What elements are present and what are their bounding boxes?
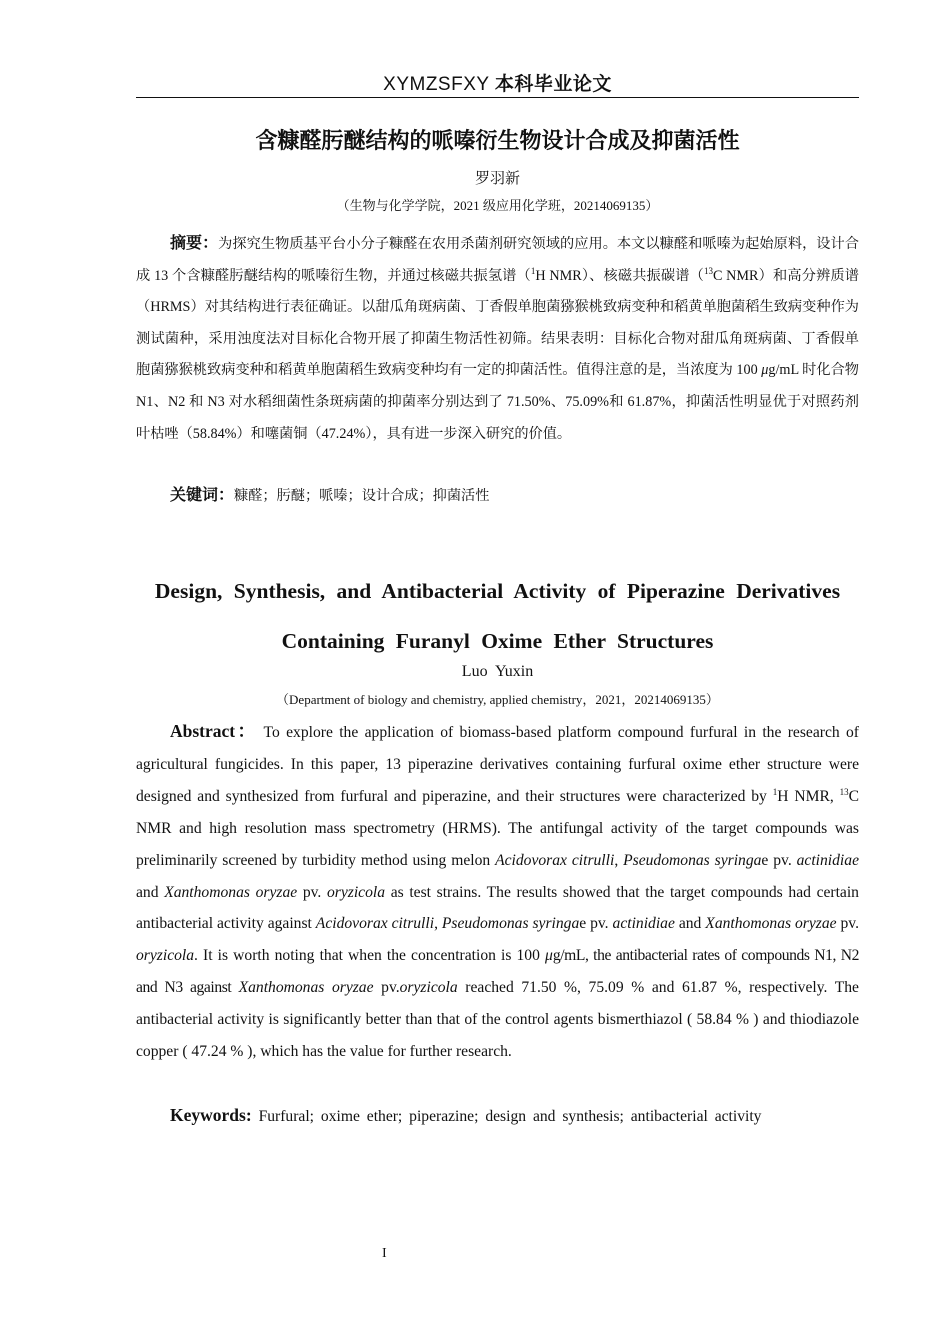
mu-symbol: μ	[761, 362, 769, 379]
en-abstract-label: Abstract：	[170, 721, 258, 741]
en-abstract	[136, 716, 859, 1068]
page-number: I	[382, 1246, 387, 1261]
species-name: Acidovorax citrulli	[315, 915, 435, 933]
en-title-line: Design, Synthesis, and Antibacterial Activity of Piperazine Derivatives	[154, 579, 841, 603]
en-title	[136, 566, 859, 666]
species-name: oryzicola	[136, 947, 195, 965]
species-name: actinidiae	[612, 915, 675, 933]
cn-abstract-text: g/mL 时化合物 N1、N2 和 N3 对水稻细菌性条斑病菌的抑菌率分别达到了 71.50%、75.09%和 61.87%，抑菌活性明显优于对照药剂叶枯唑（58.84%）和噻菌铜（47.24%），具有进一步深入研究的价值。	[136, 362, 859, 442]
en-abstract-text: ,	[434, 915, 442, 933]
cn-abstract-label: 摘要：	[170, 233, 219, 252]
cn-affiliation: （生物与化学学院，2021 级应用化学班，20214069135）	[336, 198, 659, 213]
superscript: 13	[703, 265, 713, 276]
en-abstract-text: and	[674, 915, 706, 933]
cn-abstract-text: H NMR）、核磁共振碳谱（	[535, 267, 704, 284]
en-abstract-text: ,	[614, 851, 624, 869]
en-keywords-label: Keywords:	[170, 1105, 252, 1125]
en-abstract-text: reached 71.50 %, 75.09 % and 61.87 %, respectively. The antibacterial activity is significantly better than that of the control agents bismerthiazol ( 58.84 % ) and thiodiazole copper ( 47.24 % ), which has the value for further research.	[136, 979, 859, 1061]
superscript: 13	[839, 786, 849, 797]
cn-abstract	[136, 227, 859, 450]
en-abstract-text: g/mL, the antibacterial rates of compounds N1, N2 and N3 against	[136, 947, 859, 997]
en-abstract-text: To explore the application of biomass-based platform compound furfural in the research of agricultural fungicides. In this paper, 13 piperazine derivatives containing furfural oxime ether structure were designed and synthesized from furfural and piperazine, and their structures were characterized by	[136, 724, 859, 805]
en-abstract-text: C NMR and high resolution mass spectrometry (HRMS). The antifungal activity of the target compounds was preliminarily screened by turbidity method using melon	[136, 787, 860, 869]
species-name: Pseudomonas syringa	[623, 851, 762, 869]
superscript: 1	[772, 786, 778, 797]
species-name: Xanthomonas oryzae	[238, 979, 374, 997]
en-abstract-text: pv.	[373, 979, 400, 997]
species-name: Acidovorax citrulli	[495, 851, 615, 869]
en-abstract-text: . It is worth noting that when the concentration is 100	[194, 947, 545, 965]
cn-keywords	[136, 481, 859, 510]
species-name: oryzicola	[399, 979, 458, 997]
en-abstract-text: pv.	[836, 915, 859, 933]
cn-keywords-label: 关键词：	[170, 485, 235, 504]
cn-author: 罗羽新	[474, 171, 520, 187]
en-abstract-text: as test strains. The results showed that the target compounds had certain antibacterial activity against	[136, 883, 859, 933]
cn-title: 含糠醛肟醚结构的哌嗪衍生物设计合成及抑菌活性	[255, 129, 740, 154]
superscript: 1	[530, 265, 536, 276]
en-title-line: Containing Furanyl Oxime Ether Structures	[281, 629, 714, 653]
mu-symbol: μ	[544, 947, 553, 965]
species-name: oryzicola	[326, 883, 386, 901]
en-keywords-text: Furfural; oxime ether; piperazine; design and synthesis; antibacterial activity	[258, 1108, 762, 1125]
species-name: Xanthomonas oryzae	[705, 915, 837, 933]
species-name: Xanthomonas oryzae	[164, 883, 298, 901]
en-abstract-text: e pv.	[761, 851, 797, 869]
en-keywords	[136, 1100, 859, 1132]
en-abstract-text: and	[136, 883, 165, 901]
cn-abstract-text: 为探究生物质基平台小分子糠醛在农用杀菌剂研究领域的应用。本文以糠醛和哌嗪为起始原料，设计合成 13 个含糠醛肟醚结构的哌嗪衍生物，并通过核磁共振氢谱（	[136, 236, 859, 284]
en-author: Luo Yuxin	[461, 663, 534, 680]
header-label: 本科毕业论文	[494, 73, 612, 95]
cn-keywords-text: 糠醛；肟醚；哌嗪；设计合成；抑菌活性	[234, 488, 490, 504]
species-name: actinidiae	[796, 851, 859, 869]
en-abstract-text: H NMR,	[777, 787, 840, 805]
species-name: Pseudomonas syringa	[441, 915, 580, 933]
running-header	[136, 72, 859, 97]
en-affiliation: （Department of biology and chemistry, applied chemistry，2021，20214069135）	[276, 692, 719, 707]
header-rule	[136, 97, 859, 98]
cn-abstract-text: C NMR）和高分辨质谱（HRMS）对其结构进行表征确证。以甜瓜角斑病菌、丁香假单胞菌猕猴桃致病变种和稻黄单胞菌稻生致病变种作为测试菌种，采用浊度法对目标化合物开展了抑菌生物活性初筛。结果表明：目标化合物对甜瓜角斑病菌、丁香假单胞菌猕猴桃致病变种和稻黄单胞菌稻生致病变种均有一定的抑菌活性。值得注意的是，当浓度为 100	[136, 267, 859, 379]
en-abstract-text: pv.	[297, 883, 327, 901]
header-code: XYMZSFXY	[383, 74, 490, 95]
en-abstract-text: e pv.	[579, 915, 613, 933]
